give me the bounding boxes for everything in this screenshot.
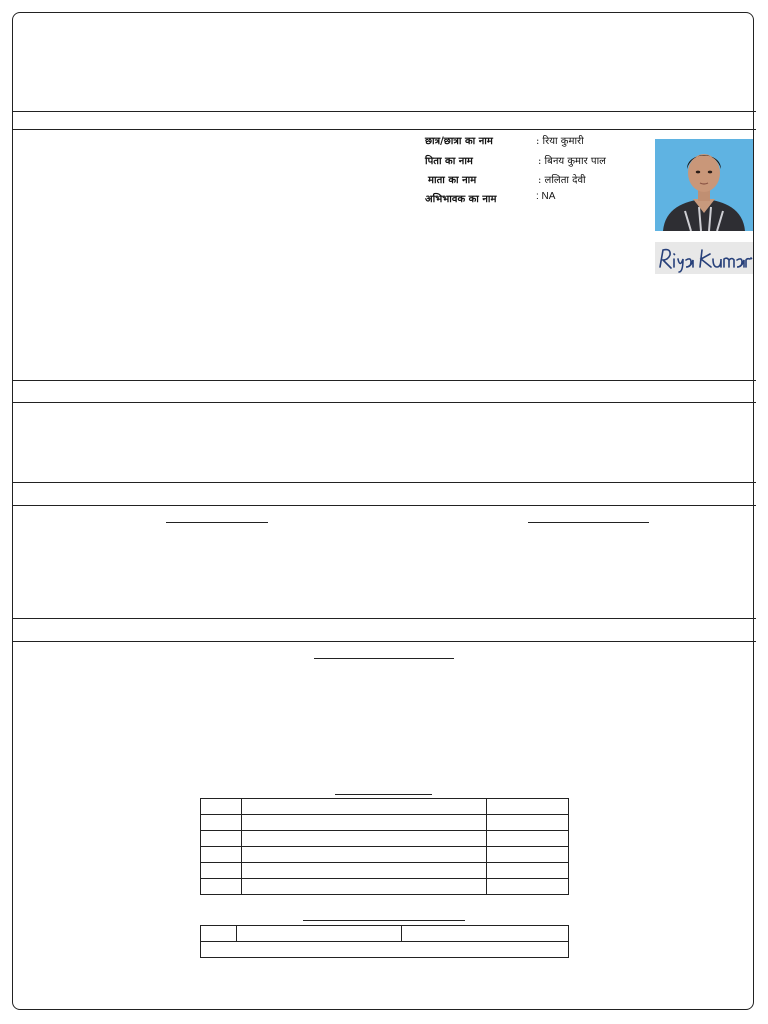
table-cell — [201, 799, 242, 815]
table-cell — [241, 847, 486, 863]
table-row — [201, 799, 569, 815]
table-cell — [201, 942, 569, 958]
student-photo — [655, 139, 753, 231]
table-cell — [236, 926, 402, 942]
table-heading-underline — [303, 920, 465, 921]
table-cell — [487, 815, 569, 831]
signature-ink — [655, 242, 753, 274]
section-divider — [12, 482, 756, 483]
section-heading-underline — [314, 658, 454, 659]
section-divider — [12, 618, 756, 619]
section-divider — [12, 402, 756, 403]
father-name-value: : बिनय कुमार पाल — [538, 156, 606, 167]
table-cell — [201, 879, 242, 895]
table-cell — [487, 799, 569, 815]
table-heading-underline — [335, 794, 432, 795]
secondary-table — [200, 925, 569, 958]
section-divider — [12, 129, 756, 130]
section-divider — [12, 111, 756, 112]
table-cell — [487, 847, 569, 863]
table-cell — [241, 831, 486, 847]
table-row — [201, 942, 569, 958]
table-row — [201, 831, 569, 847]
section-divider — [12, 380, 756, 381]
subjects-table — [200, 798, 569, 895]
table-cell — [201, 847, 242, 863]
table-row — [201, 879, 569, 895]
guardian-name-value: : NA — [536, 191, 556, 202]
table-cell — [487, 863, 569, 879]
mother-name-value: : ललिता देवी — [538, 175, 586, 186]
table-row — [201, 847, 569, 863]
table-cell — [241, 815, 486, 831]
mother-name-label: माता का नाम — [428, 175, 477, 186]
guardian-name-label: अभिभावक का नाम — [425, 194, 497, 205]
table-cell — [241, 879, 486, 895]
table-cell — [201, 815, 242, 831]
table-cell — [487, 879, 569, 895]
table-cell — [241, 799, 486, 815]
section-divider — [12, 641, 756, 642]
table-row — [201, 815, 569, 831]
father-name-label: पिता का नाम — [425, 156, 473, 167]
student-photo-illustration — [655, 139, 753, 231]
section-divider — [12, 505, 756, 506]
signature-line — [528, 522, 649, 523]
table-cell — [402, 926, 569, 942]
table-cell — [487, 831, 569, 847]
student-signature — [655, 242, 753, 274]
student-name-value: : रिया कुमारी — [536, 136, 584, 147]
table-cell — [201, 863, 242, 879]
table-row — [201, 926, 569, 942]
table-cell — [241, 863, 486, 879]
table-row — [201, 863, 569, 879]
student-name-label: छात्र/छात्रा का नाम — [425, 136, 493, 147]
signature-line — [166, 522, 268, 523]
table-cell — [201, 926, 237, 942]
table-cell — [201, 831, 242, 847]
